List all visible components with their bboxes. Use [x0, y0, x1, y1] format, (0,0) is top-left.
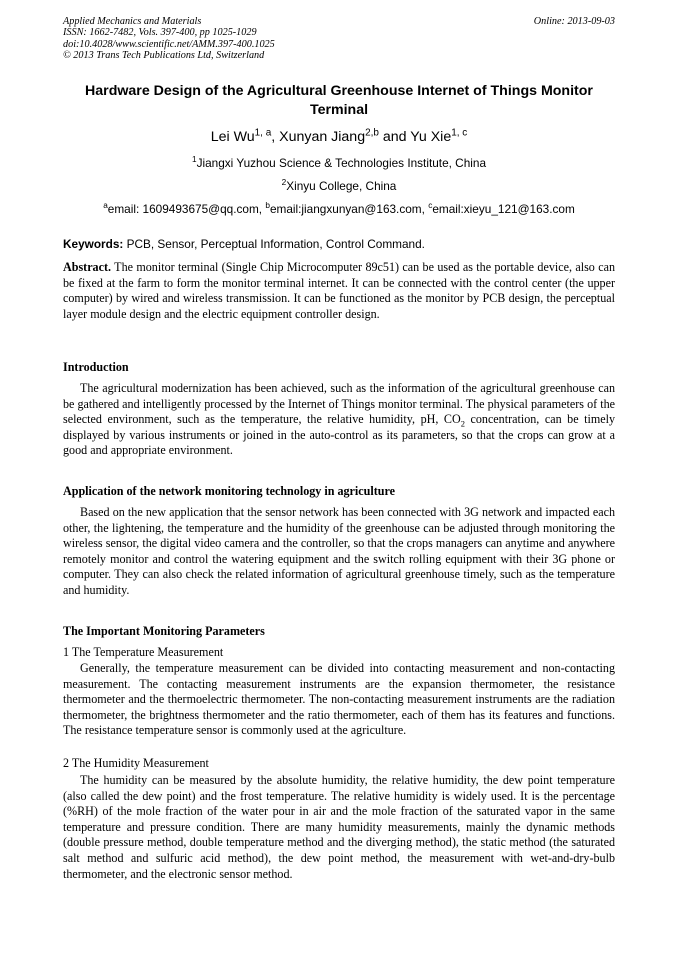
author-list — [63, 128, 615, 146]
affiliation-mark: 1 — [191, 155, 197, 165]
online-date: Online: 2013-09-03 — [533, 16, 615, 27]
journal-header — [63, 16, 615, 62]
journal-doi: doi:10.4028/www.scientific.net/AMM.397-400.1025 — [63, 38, 275, 50]
affiliation-mark: 2 — [281, 178, 287, 188]
author-separator: and — [378, 129, 411, 145]
subsection-heading-humidity: 2 The Humidity Measurement — [63, 756, 209, 770]
humidity-paragraph — [63, 773, 615, 882]
humidity-text: The humidity can be measured by the absolute humidity, the relative humidity, the dew point temperature (also called the dew point) and the frost temperature. The relative humidity is widely used. It is the percentage (%RH) of the mole fraction of the water pour in air and the mole fraction of the saturated vapor in the same temperature and pressure condition. There are many humidity measurements, mainly the dynamic methods (double pressure method, double temperature method and the diverging method), the static method (the saturated salt method and sulfuric acid method), the dew point method, the measurement with wet-and-dry-bulb thermometer, and the electronic sensor method. — [63, 773, 615, 881]
journal-name: Applied Mechanics and Materials — [63, 16, 202, 27]
email-mark: a — [103, 201, 108, 211]
application-paragraph — [63, 505, 615, 599]
author-affiliation-mark: 2,b — [365, 127, 379, 139]
author-affiliation-mark: 1, a — [254, 127, 272, 139]
temperature-text: Generally, the temperature measurement can be divided into contacting measurement and non-contacting measurement. The contacting measurement instruments are the expansion thermometer, the resistance thermometer and the thermoelectric thermometer. The non-contacting measurement instruments are the radiation thermometer, the brightness thermometer and the ratio thermometer, each of them has its features and functions. The resistance temperature sensor is commonly used at the agriculture. — [63, 661, 615, 738]
introduction-text: The agricultural modernization has been achieved, such as the information of the agricultural greenhouse can be gathered and intelligently processed by the Internet of Things monitor terminal. The physical parameters of the selected environment, such as the temperature, the relative humidity, pH, CO — [63, 381, 615, 427]
author-affiliation-mark: 1, c — [451, 127, 468, 139]
email-mark: c — [428, 201, 433, 211]
email-link[interactable]: email:jiangxunyan@163.com, — [269, 202, 429, 216]
email-link[interactable]: email: 1609493675@qq.com, — [107, 202, 266, 216]
subsection-heading-temperature: 1 The Temperature Measurement — [63, 645, 224, 659]
section-heading-monitoring: The Important Monitoring Parameters — [63, 624, 265, 638]
introduction-text: concentration, can be timely displayed by various instruments or joined in the auto-control as its parameters, so that the crops can grow at a good and appropriate environment. — [63, 412, 615, 458]
journal-issn: ISSN: 1662-7482, Vols. 397-400, pp 1025-1029 — [63, 27, 257, 39]
email-mark: b — [265, 201, 270, 211]
abstract-text: The monitor terminal (Single Chip Microcomputer 89c51) can be used as the portable device, also can be fixed at the farm to form the monitor terminal internet. It can be connected with the control center (the upper computer) by wired and wireless transmission. It can be functioned as the monitor by PCB design, the perceptual layer module design and the electric equipment controller design. — [63, 260, 615, 321]
abstract — [63, 260, 615, 322]
email-link[interactable]: email:xieyu_121@163.com — [432, 202, 575, 216]
co2-subscript: 2 — [460, 418, 465, 429]
paper-title: Hardware Design of the Agricultural Greenhouse Internet of Things Monitor Terminal — [85, 83, 593, 118]
introduction-paragraph — [63, 381, 615, 459]
affiliation-text: Xinyu College, China — [286, 179, 397, 193]
journal-copyright: © 2013 Trans Tech Publications Ltd, Switzerland — [63, 50, 265, 62]
author-name: Lei Wu — [210, 129, 255, 145]
author-name: Xunyan Jiang — [279, 129, 366, 145]
abstract-label: Abstract. — [63, 260, 112, 274]
affiliation-text: Jiangxi Yuzhou Science & Technologies Institute, China — [196, 156, 487, 170]
keywords-text: PCB, Sensor, Perceptual Information, Control Command. — [123, 237, 425, 251]
affiliation-1 — [63, 156, 615, 170]
affiliation-2 — [63, 179, 615, 193]
keywords-label: Keywords: — [63, 237, 124, 251]
author-name: Yu Xie — [410, 129, 452, 145]
email-list — [63, 202, 615, 216]
temperature-paragraph — [63, 661, 615, 739]
keywords — [63, 237, 615, 251]
author-separator: , — [271, 129, 280, 145]
application-text: Based on the new application that the sensor network has been connected with 3G network and impacted each other, the lightening, the temperature and the humidity of the greenhouse can be adjusted through monitoring the wireless sensor, the digital video camera and the controller, so that the crops managers can anytime and anywhere remotely monitor and control the watering equipment and the switch rolling equipment with their 3G phone or computer. They can also check the related information of agricultural greenhouse timely, such as the temperature and humidity. — [63, 505, 615, 597]
section-heading-application: Application of the network monitoring technology in agriculture — [63, 484, 396, 498]
section-heading-introduction: Introduction — [63, 360, 129, 374]
